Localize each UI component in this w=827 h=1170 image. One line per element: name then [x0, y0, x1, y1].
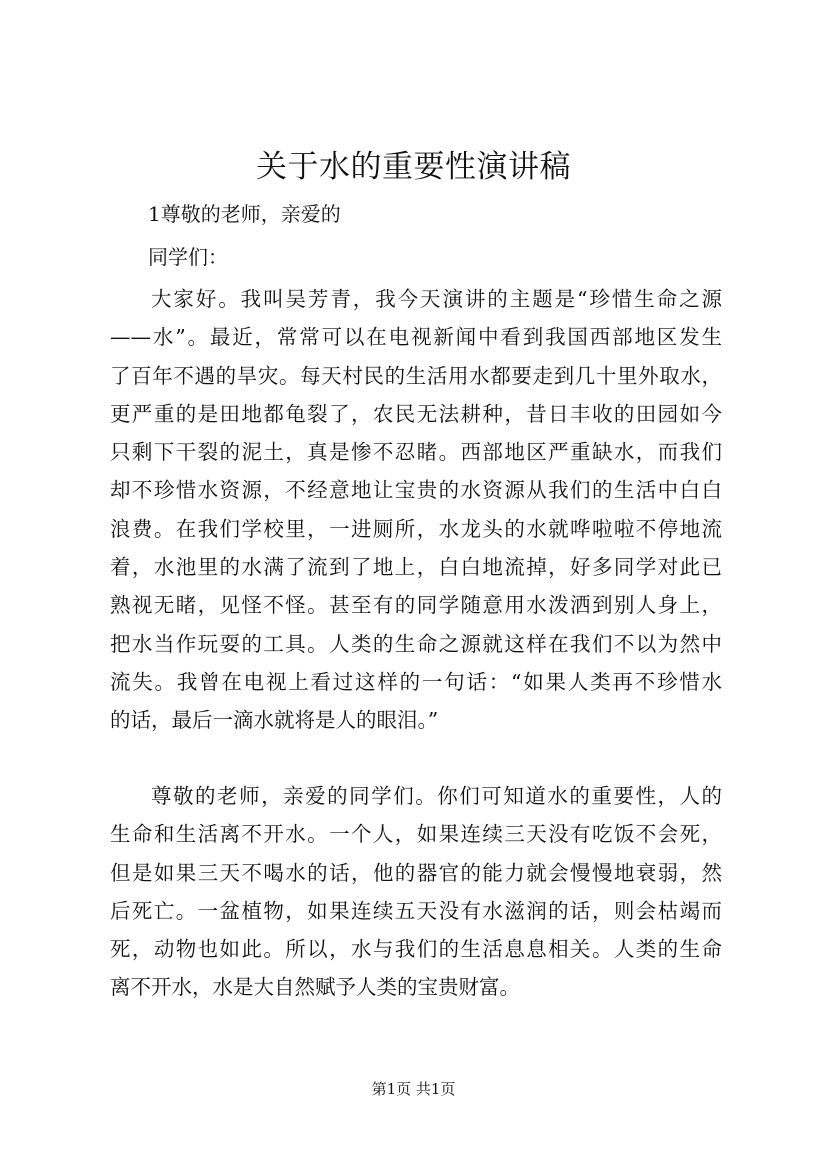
paragraph-line: 更严重的是田地都龟裂了，农民无法耕种，昔日丰收的田园如今 [110, 401, 722, 426]
greeting-line-2: 同学们： [148, 245, 228, 269]
paragraph-line: 熟视无睹，见怪不怪。甚至有的同学随意用水泼洒到别人身上， [110, 593, 722, 618]
paragraph-line: ——水”。最近，常常可以在电视新闻中看到我国西部地区发生 [110, 325, 722, 350]
paragraph-line: 大家好。我叫吴芳青，我今天演讲的主题是“珍惜生命之源 [151, 287, 722, 311]
paragraph-line: 但是如果三天不喝水的话，他的器官的能力就会慢慢地衰弱，然 [110, 860, 722, 885]
paragraph-line: 把水当作玩耍的工具。人类的生命之源就这样在我们不以为然中 [110, 631, 722, 656]
paragraph-line: 后死亡。一盆植物，如果连续五天没有水滋润的话，则会枯竭而 [110, 898, 722, 923]
paragraph-line: 流失。我曾在电视上看过这样的一句话：“如果人类再不珍惜水 [110, 669, 722, 694]
paragraph-line: 尊敬的老师，亲爱的同学们。你们可知道水的重要性，人的 [151, 784, 722, 808]
paragraph-line: 只剩下干裂的泥土，真是惨不忍睹。西部地区严重缺水，而我们 [110, 440, 722, 465]
document-title: 关于水的重要性演讲稿 [256, 149, 571, 185]
paragraph-2 [110, 777, 722, 1007]
paragraph-line: 的话，最后一滴水就将是人的眼泪。” [110, 708, 439, 733]
paragraph-line: 浪费。在我们学校里，一进厕所，水龙头的水就哗啦啦不停地流 [110, 516, 722, 541]
paragraph-line: 死，动物也如此。所以，水与我们的生活息息相关。人类的生命 [110, 937, 722, 962]
paragraph-line: 着，水池里的水满了流到了地上，白白地流掉，好多同学对此已 [110, 555, 722, 580]
paragraph-line: 离不开水，水是大自然赋予人类的宝贵财富。 [110, 975, 520, 1000]
greeting-line-1: 1尊敬的老师，亲爱的 [148, 202, 341, 226]
paragraph-1 [110, 280, 722, 740]
paragraph-line: 了百年不遇的旱灾。每天村民的生活用水都要走到几十里外取水， [110, 363, 722, 388]
paragraph-line: 却不珍惜水资源，不经意地让宝贵的水资源从我们的生活中白白 [110, 478, 722, 503]
paragraph-line: 生命和生活离不开水。一个人，如果连续三天没有吃饭不会死， [110, 822, 722, 847]
page-footer: 第1页 共1页 [371, 1080, 456, 1098]
